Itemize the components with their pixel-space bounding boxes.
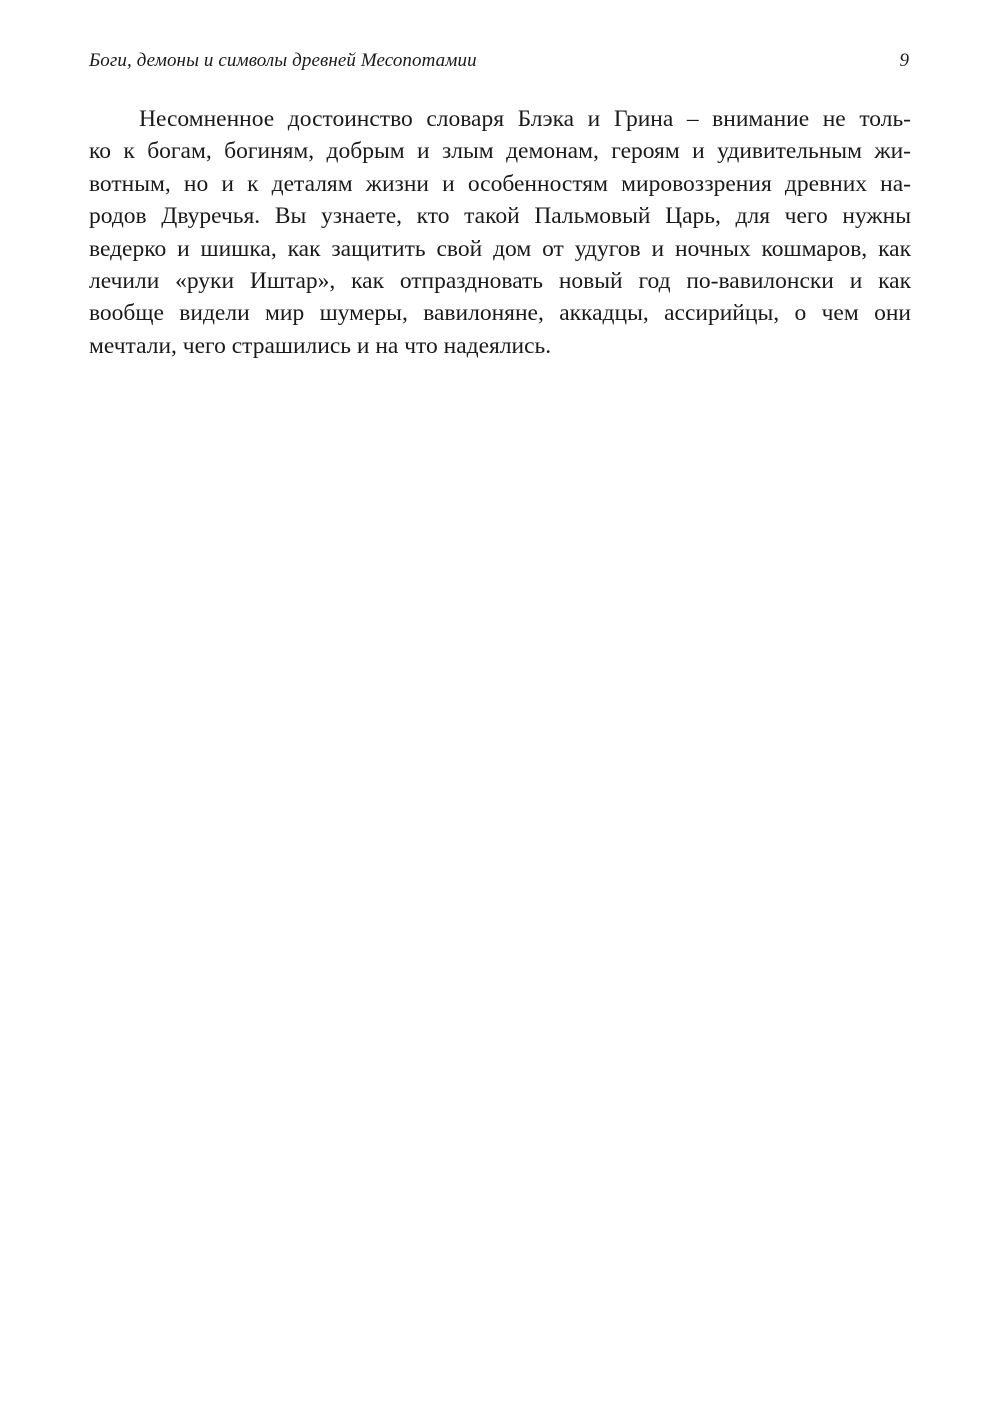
paragraph-line: вотным, но и к деталям жизни и особенностям мировоззрения древних на- bbox=[89, 170, 911, 197]
page-number: 9 bbox=[899, 50, 909, 71]
paragraph-line: родов Двуречья. Вы узнаете, кто такой Пальмовый Царь, для чего нужны bbox=[89, 203, 911, 230]
paragraph-line: ведерко и шишка, как защитить свой дом от удугов и ночных кошмаров, как bbox=[89, 235, 911, 262]
header-title: Боги, демоны и символы древней Месопотамии bbox=[89, 50, 477, 71]
paragraph-line: ко к богам, богиням, добрым и злым демонам, героям и удивительным жи- bbox=[89, 138, 911, 165]
running-header bbox=[89, 48, 911, 74]
paragraph-line: Несомненное достоинство словаря Блэка и Грина – внимание не толь- bbox=[139, 106, 911, 132]
paragraph-line: лечили «руки Иштар», как отпраздновать новый год по-вавилонски и как bbox=[89, 267, 911, 294]
paragraph-line: мечтали, чего страшились и на что надеялись. bbox=[89, 332, 552, 359]
paragraph-line: вообще видели мир шумеры, вавилоняне, аккадцы, ассирийцы, о чем они bbox=[89, 300, 911, 327]
body-paragraph bbox=[89, 103, 911, 362]
